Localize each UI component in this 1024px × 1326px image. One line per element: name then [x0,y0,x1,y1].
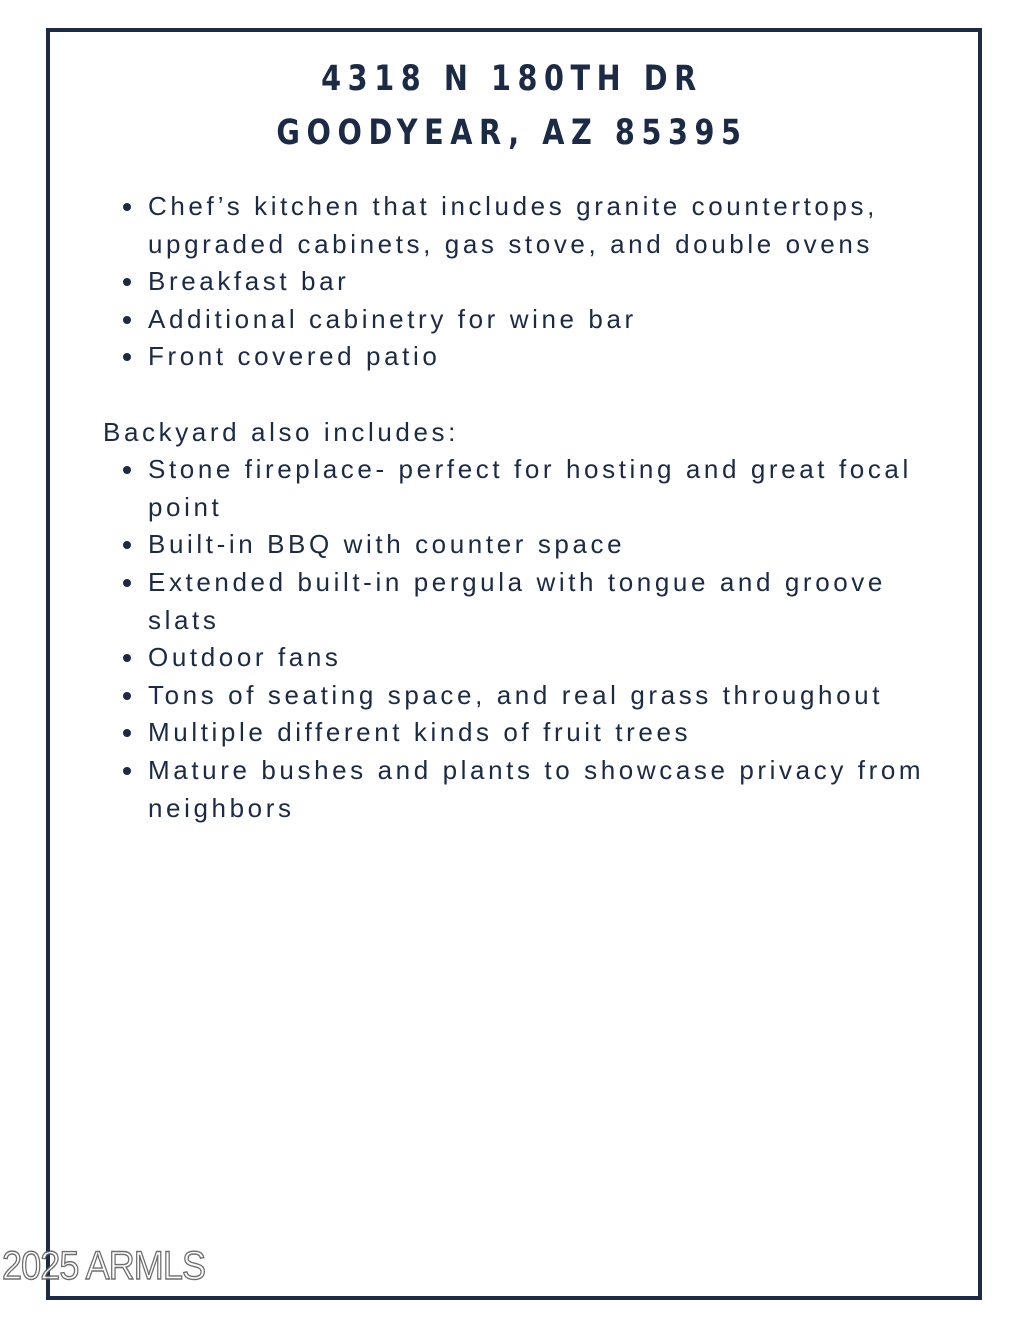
list-item [103,714,963,752]
list-item [103,752,963,827]
backyard-list [103,451,963,827]
bullet-icon [123,353,131,361]
feature-text: Breakfast bar [148,266,350,297]
backyard-text: Outdoor fans [148,642,342,673]
list-item [103,526,963,564]
bullet-icon [123,729,131,737]
feature-content [103,188,963,827]
backyard-text: Stone fireplace- perfect for hosting and great focal point [148,454,912,522]
bullet-icon [123,579,131,587]
feature-text: Additional cabinetry for wine bar [148,303,637,334]
backyard-text: Built-in BBQ with counter space [148,529,626,560]
list-item [103,338,963,376]
bullet-icon [123,466,131,474]
list-item [103,639,963,677]
backyard-text: Tons of seating space, and real grass throughout [148,679,884,710]
bullet-icon [123,692,131,700]
address-line-2: GOODYEAR, AZ 85395 [276,113,748,153]
list-item [103,451,963,526]
copyright-watermark: 2025 ARMLS [2,1244,206,1288]
bullet-icon [123,654,131,662]
list-item [103,188,963,263]
feature-list [103,188,963,376]
list-item [103,677,963,715]
backyard-text: Multiple different kinds of fruit trees [148,717,692,748]
feature-text: Front covered patio [148,341,441,372]
list-item [103,263,963,301]
address-line-1: 4318 N 180TH DR [321,59,703,99]
list-item [103,564,963,639]
backyard-heading: Backyard also includes: [103,416,459,447]
section-spacer [103,376,963,414]
bullet-icon [123,541,131,549]
bullet-icon [123,278,131,286]
bullet-icon [123,316,131,324]
bullet-icon [123,203,131,211]
list-item [103,301,963,339]
feature-text: Chef’s kitchen that includes granite countertops, upgraded cabinets, gas stove, and double ovens [148,191,878,259]
backyard-text: Extended built-in pergula with tongue and groove slats [148,566,886,635]
backyard-text: Mature bushes and plants to showcase privacy from neighbors [148,754,925,823]
bullet-icon [123,767,131,775]
